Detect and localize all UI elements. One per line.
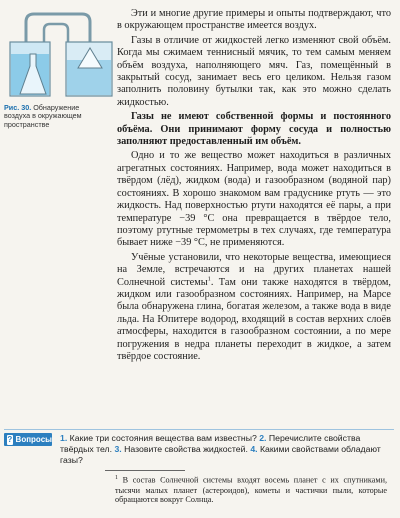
- footnote-mark: 1: [115, 475, 118, 481]
- questions-badge: [4, 433, 52, 446]
- footnote-divider: [105, 470, 185, 471]
- figure-caption-text: Обнаружение воздуха в окружающем пространстве: [4, 103, 82, 129]
- question-num: 1.: [60, 433, 68, 443]
- main-text: [117, 8, 391, 365]
- question-num: 3.: [114, 443, 122, 454]
- figure-caption-label: Рис. 30.: [4, 103, 32, 112]
- footnote-ref[interactable]: 1: [207, 275, 211, 283]
- paragraph-5-part-a: Учёные установили, что некоторые вещества, имеющиеся на Земле, встречаются и на других планетах нашей Солнечной системы: [117, 251, 391, 288]
- figure-flasks: [4, 8, 114, 100]
- questions-label: Вопросы: [15, 435, 52, 444]
- figure-caption: [4, 104, 104, 129]
- questions-list: [60, 433, 390, 465]
- question-mark-icon: ?: [7, 434, 13, 444]
- flasks-illustration: [4, 8, 114, 100]
- paragraph-5-part-b: . Там они также находятся в твёрдом, жидком или газообразном состояниях. Например, на Марсе была обнаружена глина, богатая железом, а также вода в виде льда. На Юпитере водород, входящий в состав верхних слоёв атмосферы, находится в газообразном состоянии, а по мере погружения в недра планеты переходит в жидкое, а затем твёрдое состояние.: [117, 276, 391, 362]
- footnote: [115, 474, 387, 505]
- paragraph-5: [117, 252, 391, 364]
- section-divider: [4, 429, 394, 430]
- paragraph-2: Газы в отличие от жидкостей легко изменяют свой объём. Когда мы сжимаем теннисный мячик, то тем самым меняем объём воздуха, наполняющего мяч. Газ, помещённый в закрытый сосуд, занимает весь его целиком. Нельзя газом заполнить половину бутылки так, как это можно сделать жидкостью.: [117, 34, 391, 108]
- paragraph-4: Одно и то же вещество может находиться в различных агрегатных состояниях. Например, вода может находиться в твёрдом (лёд), жидком (вода) и газообразном (водяной пар) состояниях. В хорошо знакомом вам градуснике ртуть — это жидкость. Над поверхностью ртути находятся её пары, а при температуре −39 °C она превращается в твёрдое тело, поэтому ртутные термометры в тех случаях, где температура бывает ниже −39 °C, не применяются.: [117, 150, 391, 249]
- question-num: 4.: [250, 443, 258, 454]
- question-text: Какими свойствами обладают газы?: [60, 443, 381, 465]
- question-num: 2.: [259, 433, 267, 443]
- paragraph-3-bold: Газы не имеют собственной формы и постоянного объёма. Они принимают форму сосуда и полностью заполняют предоставленный им объём.: [117, 111, 391, 148]
- question-text: Назовите свойства жидкостей.: [124, 443, 248, 454]
- footnote-text: В состав Солнечной системы входят восемь планет с их спутниками, тысячи малых планет (астероидов), кометы и частички пыли, которые обращаются вокруг Солнца.: [115, 475, 388, 505]
- paragraph-1: Эти и многие другие примеры и опыты подтверждают, что в окружающем пространстве имеется воздух.: [117, 8, 391, 32]
- question-text: Какие три состояния вещества вам известны?: [69, 433, 257, 443]
- question-text: Перечислите свойства твёрдых тел.: [60, 433, 361, 454]
